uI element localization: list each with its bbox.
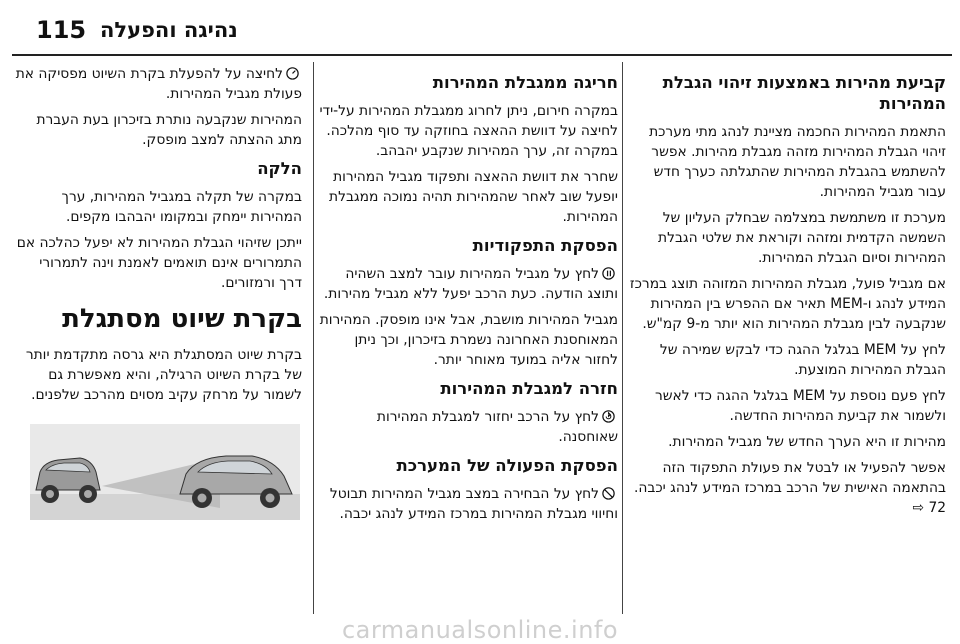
paragraph: מערכת זו משתמשת במצלמה שבחלק העליון של השמשה הקדמית ומזהה וקוראת את שלטי הגבלת המהירות וסיום הגבלת המהירות. [658, 210, 946, 266]
page-number: 115 [36, 16, 87, 44]
paragraph: מגביל המהירות מושבת, אבל אינו מופסק. המהירות המאוחסנת האחרונה נשמרת בזיכרון, וכך ניתן לחזור אליה במועד מאוחר יותר. [319, 312, 618, 368]
section-heading-pause: הפסקת התפקודיות [472, 236, 618, 255]
paragraph: אם מגביל פועל, מגבלת המהירות המזוהה תוצג במרכז המידע לנהג ו-MEM תאיר אם ההפרש בין המהירות שנקבעה לבין מגבלת המהירות הוא יותר מ-9 קמ"ש. [629, 276, 946, 332]
header-rule [12, 54, 952, 56]
section-heading-speed-sign: קביעת מהירות באמצעות זיהוי הגבלת המהירות [662, 73, 946, 113]
column-middle [318, 64, 618, 530]
cruise-control-icon [285, 65, 300, 80]
column-right [628, 64, 946, 524]
section-heading-deactivate: הפסקת הפעולה של המערכת [396, 456, 618, 475]
paragraph: לחץ על הרכב יחזור למגבלת המהירות שאוחסנה. [376, 409, 618, 445]
section-heading-fault: הלקה [257, 159, 302, 178]
cancel-limiter-icon [601, 485, 616, 500]
column-divider [622, 62, 623, 614]
resume-limiter-icon [601, 408, 616, 423]
paragraph: לחיצה על להפעלת בקרת השיוט מפסיקה את פעולת מגביל המהירות. [15, 66, 302, 102]
pause-limiter-icon [601, 265, 616, 280]
paragraph: התאמת המהירות החכמה מציינת לנהג מתי מערכת זיהוי הגבלת המהירות מזהה מגבלת מהירות. אפשר להשתמש בהגבלת המהירות שהתגלתה כערך חדש עבור מגביל המהירות. [649, 124, 946, 200]
column-divider [313, 62, 314, 614]
paragraph: המהירות שנקבעה נותרת בזיכרון בעת העברת מתג ההצתה למצב מופסק. [36, 112, 302, 148]
chapter-title: נהיגה והפעלה [100, 18, 238, 42]
section-heading-exceed: חריגה ממגבלת המהירות [432, 73, 618, 92]
paragraph: במקרה של תקלה במגביל המהירות, ערך המהירות יימחק ובמקומו יהבהבו מקפים. [61, 189, 302, 225]
paragraph: ייתכן שזיהוי הגבלת המהירות לא יפעל כהלכה אם התמרורים אינם תואמים לאמנת וינה לתמרורי דרך ורמזורים. [16, 235, 302, 291]
paragraph: מהירות זו היא הערך החדש של מגביל המהירות. [668, 434, 946, 450]
paragraph: אפשר להפעיל או לבטל את פעולת התפקוד הזה בהתאמה האישית של הרכב במרכז המידע לנהג יכבה. 72 ⇨ [634, 460, 946, 516]
paragraph: בקרת שיוט המסתגלת היא גרסה מתקדמת יותר של בקרת השיוט הרגילה, והיא מאפשרת גם לשמור על מרחק עקיב מסוים מהרכב שלפנים. [25, 347, 302, 403]
acc-illustration [30, 424, 300, 520]
paragraph: לחץ פעם נוספת על MEM בגלגל ההגה כדי לאשר ולשמור את קביעת המהירות החדשה. [654, 388, 946, 424]
paragraph: שחרר את דוושת ההאצה ותפקוד מגביל המהירות יופעל שוב לאחר שהמהירות תהיה נמוכה ממגבלת המהירות. [329, 169, 618, 225]
paragraph: לחץ על MEM בגלגל ההגה כדי לבקש שמירה של הגבלת המהירות המוצעת. [659, 342, 946, 378]
watermark: carmanualsonline.info [341, 616, 619, 644]
paragraph: לחץ על הבחירה במצב מגביל המהירות תבוטל וחיווי מגבלת המהירות במרכז המידע לנהג יכבה. [329, 486, 618, 522]
chapter-heading-acc: בקרת שיוט מסתגלת [62, 304, 302, 334]
section-heading-resume: חזרה למגבלת המהירות [440, 379, 618, 398]
paragraph: לחץ על מגביל המהירות עובר למצב השהיה ותוצג הודעה. כעת הרכב יפעל ללא מגביל מהירות. [323, 266, 618, 302]
column-left [14, 64, 302, 411]
page-header [0, 0, 960, 54]
paragraph: במקרה חירום, ניתן לחרוג ממגבלת המהירות על-ידי לחיצה על דוושת ההאצה בחוזקה עד סוף מהלכה. במקרה זה, ערך המהירות שנקבע יהבהב. [319, 103, 618, 159]
